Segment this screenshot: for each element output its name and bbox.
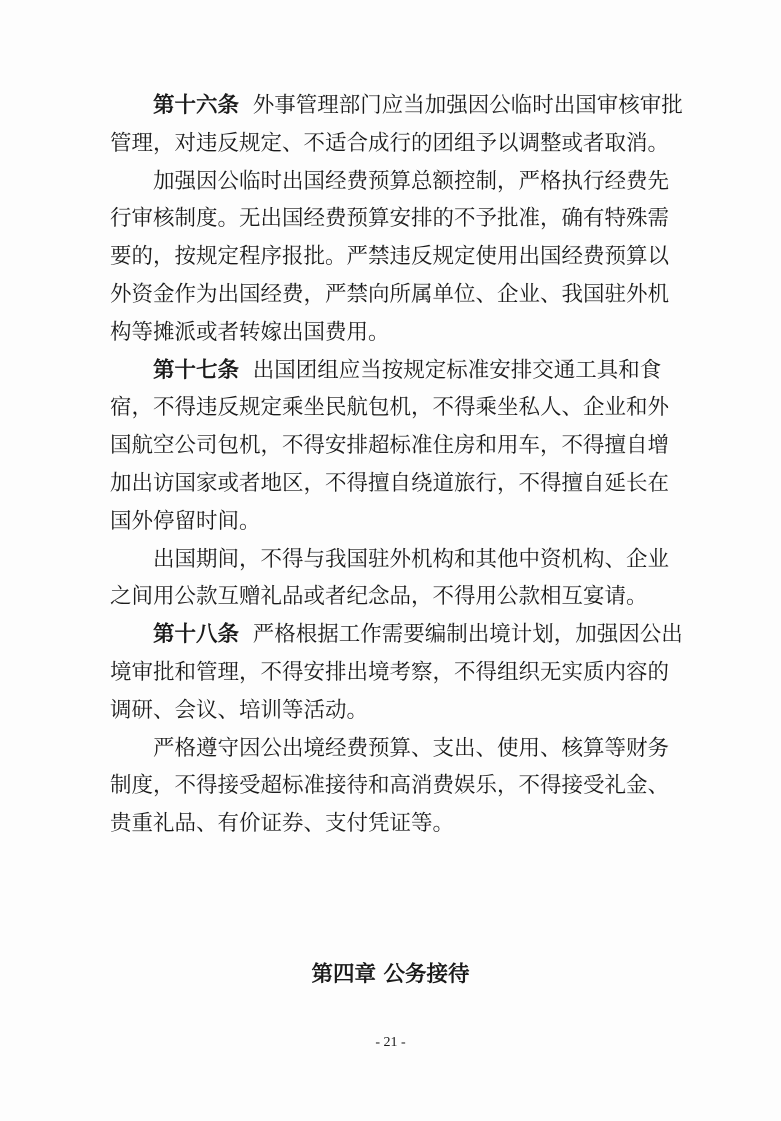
paragraph-article-18 — [110, 616, 690, 729]
body-text — [110, 87, 690, 843]
paragraph-article-17 — [110, 352, 690, 541]
paragraph-text: 出国期间，不得与我国驻外机构和其他中资机构、企业之间用公款互赠礼品或者纪念品，不得用公款相互宴请。 — [110, 546, 670, 610]
article-label: 第十八条 — [153, 622, 240, 648]
paragraph — [110, 730, 690, 843]
chapter-title: 第四章 公务接待 — [311, 962, 470, 987]
paragraph-text: 出国团组应当按规定标准安排交通工具和食宿，不得违反规定乘坐民航包机，不得乘坐私人、企业和外国航空公司包机，不得安排超标准住房和用车，不得擅自增加出访国家或者地区，不得擅自绕道旅行，不得擅自延长在国外停留时间。 — [110, 357, 670, 534]
paragraph — [110, 163, 690, 352]
paragraph-text: 外事管理部门应当加强因公临时出国审核审批管理，对违反规定、不适合成行的团组予以调整或者取消。 — [110, 93, 683, 156]
paragraph — [110, 541, 690, 617]
paragraph-text: 加强因公临时出国经费预算总额控制，严格执行经费先行审核制度。无出国经费预算安排的不予批准，确有特殊需要的，按规定程序报批。严禁违反规定使用出国经费预算以外资金作为出国经费，严禁向所属单位、企业、我国驻外机构等摊派或者转嫁出国费用。 — [110, 168, 670, 345]
article-label: 第十七条 — [153, 357, 240, 383]
page-number: - 21 - — [375, 1035, 406, 1050]
paragraph-text: 严格根据工作需要编制出境计划，加强因公出境审批和管理，不得安排出境考察，不得组织无实质内容的调研、会议、培训等活动。 — [110, 622, 683, 723]
article-label: 第十六条 — [153, 93, 240, 118]
paragraph-article-16 — [110, 87, 690, 163]
paragraph-text: 严格遵守因公出境经费预算、支出、使用、核算等财务制度，不得接受超标准接待和高消费娱乐，不得接受礼金、贵重礼品、有价证券、支付凭证等。 — [110, 735, 670, 837]
